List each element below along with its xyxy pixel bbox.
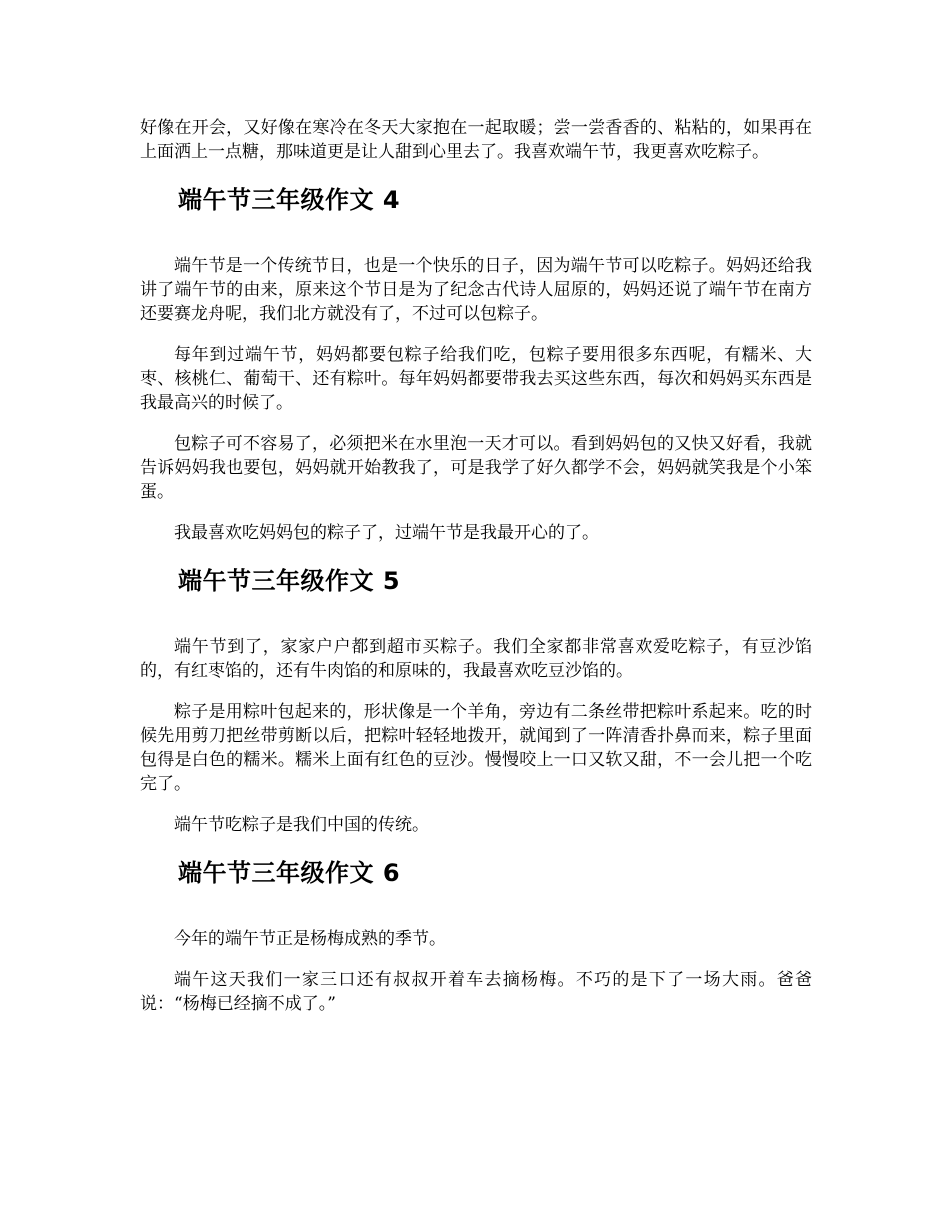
paragraph: 我最喜欢吃妈妈包的粽子了，过端午节是我最开心的了。 [174, 523, 599, 543]
section-heading-6: 端午节三年级作文 6 [178, 859, 401, 887]
document-body [140, 116, 812, 1033]
paragraph: 每年到过端午节，妈妈都要包粽子给我们吃，包粽子要用很多东西呢，有糯米、大枣、核桃仁、葡萄干、还有粽叶。每年妈妈都要带我去买这些东西，每次和妈妈买东西是我最高兴的时候了。 [140, 345, 812, 413]
paragraph: 端午节吃粽子是我们中国的传统。 [174, 815, 429, 835]
paragraph: 今年的端午节正是杨梅成熟的季节。 [174, 929, 446, 949]
section-heading-4: 端午节三年级作文 4 [178, 186, 401, 214]
paragraph: 包粽子可不容易了，必须把米在水里泡一天才可以。看到妈妈包的又快又好看，我就告诉妈妈我也要包，妈妈就开始教我了，可是我学了好久都学不会，妈妈就笑我是个小笨蛋。 [140, 434, 812, 502]
paragraph: 端午节到了，家家户户都到超市买粽子。我们全家都非常喜欢爱吃粽子，有豆沙馅的，有红枣馅的，还有牛肉馅的和原味的，我最喜欢吃豆沙馅的。 [140, 637, 812, 681]
paragraph: 端午这天我们一家三口还有叔叔开着车去摘杨梅。不巧的是下了一场大雨。爸爸说：“杨梅已经摘不成了。” [140, 970, 812, 1014]
paragraph: 粽子是用粽叶包起来的，形状像是一个羊角，旁边有二条丝带把粽叶系起来。吃的时候先用剪刀把丝带剪断以后，把粽叶轻轻地拨开，就闻到了一阵清香扑鼻而来，粽子里面包得是白色的糯米。糯米上面有红色的豆沙。慢慢咬上一口又软又甜，不一会儿把一个吃完了。 [140, 702, 812, 794]
section-heading-5: 端午节三年级作文 5 [178, 567, 401, 595]
paragraph-continued: 好像在开会，又好像在寒冷在冬天大家抱在一起取暖；尝一尝香香的、粘粘的，如果再在上面洒上一点糖，那味道更是让人甜到心里去了。我喜欢端午节，我更喜欢吃粽子。 [140, 118, 812, 162]
paragraph: 端午节是一个传统节日，也是一个快乐的日子，因为端午节可以吃粽子。妈妈还给我讲了端午节的由来，原来这个节日是为了纪念古代诗人屈原的，妈妈还说了端午节在南方还要赛龙舟呢，我们北方就没有了，不过可以包粽子。 [140, 256, 812, 324]
